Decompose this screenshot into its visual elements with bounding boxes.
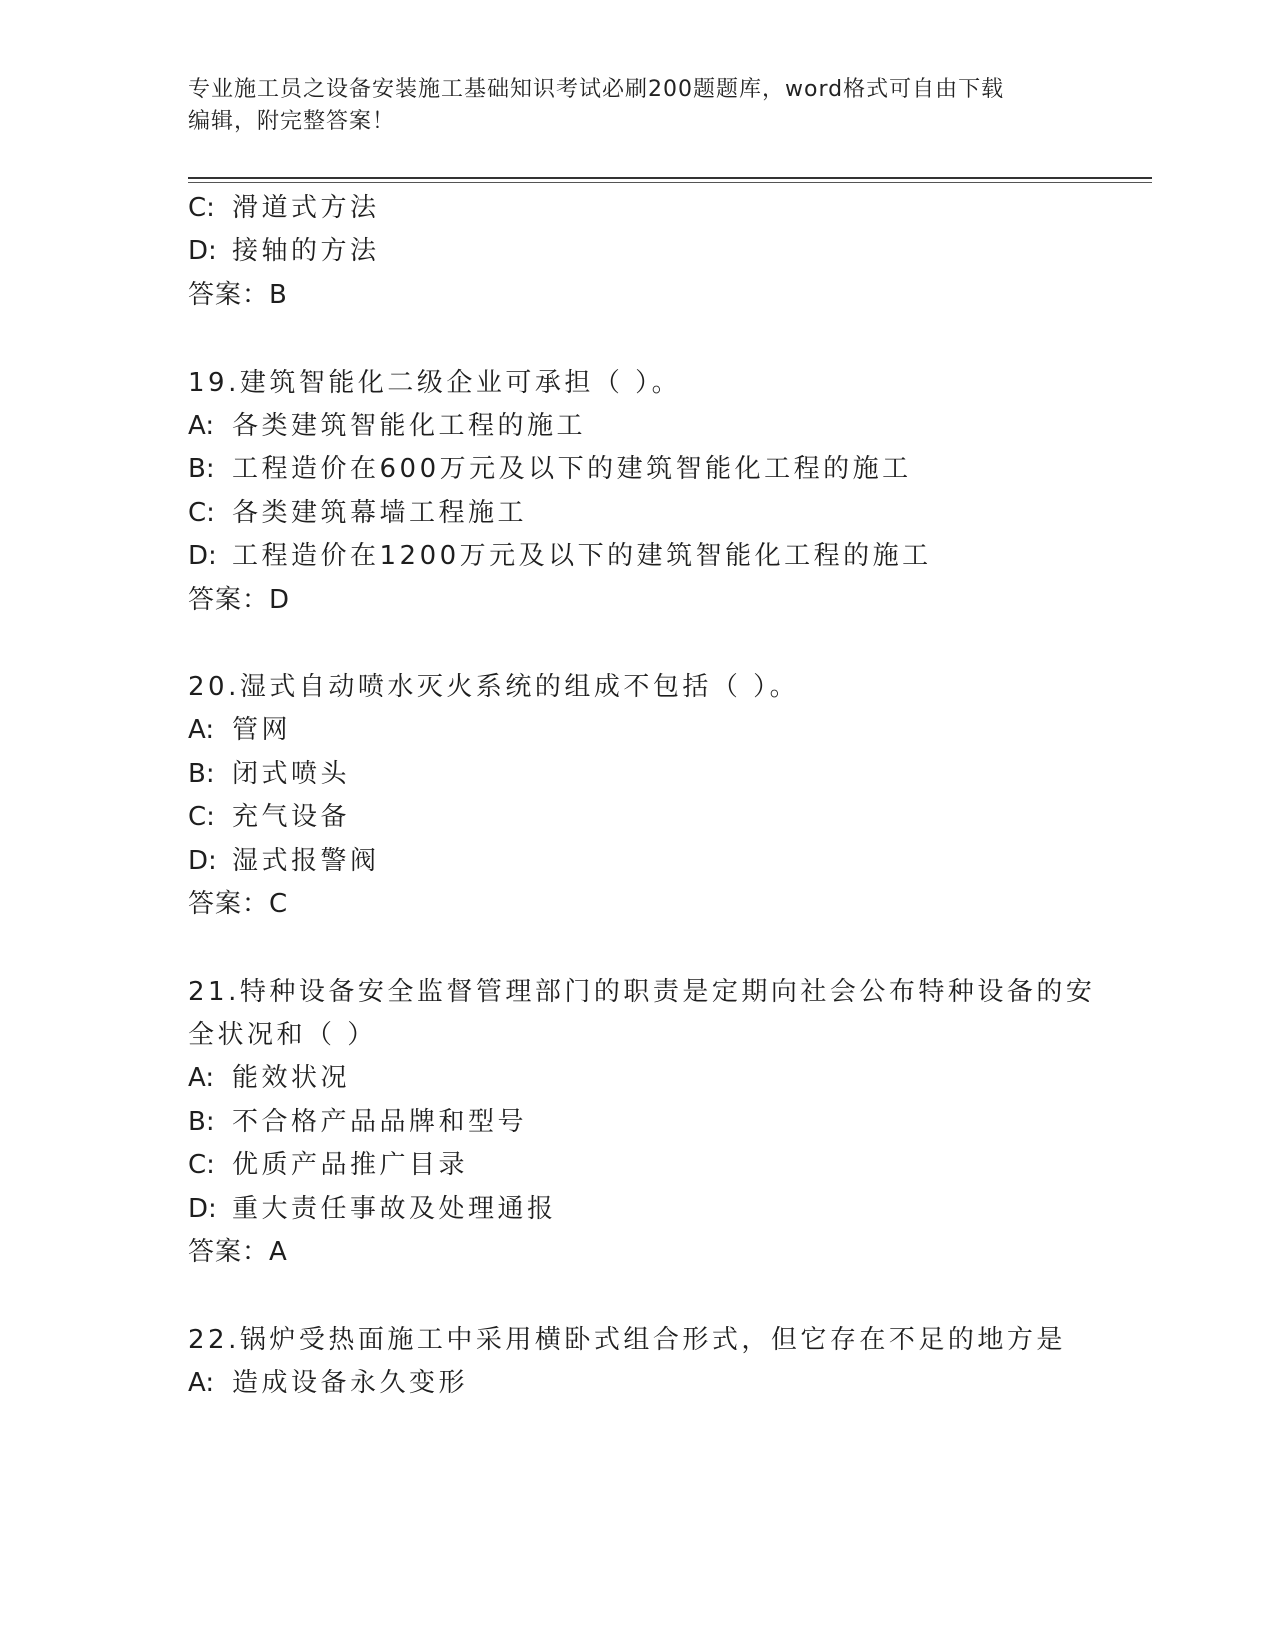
option-b — [188, 1105, 527, 1139]
option-letter: C: — [188, 498, 215, 528]
option-a — [188, 1061, 350, 1095]
option-text: 工程造价在1200万元及以下的建筑智能化工程的施工 — [232, 541, 932, 571]
option-c — [188, 191, 380, 225]
option-text: 各类建筑智能化工程的施工 — [232, 411, 587, 441]
question-stem: 20.湿式自动喷水灭火系统的组成不包括（ ）。 — [188, 672, 800, 702]
option-letter: A: — [188, 1063, 215, 1093]
option-letter: C: — [188, 193, 215, 223]
option-a — [188, 713, 291, 747]
option-text: 工程造价在600万元及以下的建筑智能化工程的施工 — [232, 454, 912, 484]
option-text: 闭式喷头 — [232, 759, 351, 789]
option-text: 滑道式方法 — [232, 193, 380, 223]
option-a — [188, 409, 586, 443]
option-text: 优质产品推广目录 — [232, 1150, 469, 1180]
option-text: 重大责任事故及处理通报 — [232, 1194, 557, 1224]
option-letter: B: — [188, 454, 215, 484]
option-text: 管网 — [232, 715, 292, 745]
option-letter: C: — [188, 802, 215, 832]
option-d — [188, 234, 380, 268]
option-letter: A: — [188, 411, 215, 441]
question-stem-continued: 全状况和（ ） — [188, 1020, 377, 1050]
answer-line: 答案：A — [188, 1237, 288, 1267]
option-b — [188, 757, 350, 791]
option-letter: B: — [188, 759, 215, 789]
answer-line: 答案：B — [188, 280, 288, 310]
header-title-line2: 编辑，附完整答案！ — [188, 109, 396, 134]
option-d — [188, 539, 932, 573]
header-divider-thin — [188, 182, 1152, 183]
option-letter: C: — [188, 1150, 215, 1180]
option-d — [188, 844, 380, 878]
option-b — [188, 452, 912, 486]
option-d — [188, 1192, 557, 1226]
option-letter: D: — [188, 846, 217, 876]
option-text: 各类建筑幕墙工程施工 — [232, 498, 528, 528]
option-text: 不合格产品品牌和型号 — [232, 1107, 528, 1137]
option-c — [188, 800, 350, 834]
option-a — [188, 1366, 468, 1400]
question-stem: 21.特种设备安全监督管理部门的职责是定期向社会公布特种设备的安 — [188, 977, 1096, 1007]
answer-line: 答案：C — [188, 889, 289, 919]
option-text: 湿式报警阀 — [232, 846, 380, 876]
option-text: 能效状况 — [232, 1063, 351, 1093]
option-letter: D: — [188, 1194, 217, 1224]
option-c — [188, 496, 527, 530]
document-header — [188, 74, 1068, 138]
header-divider-thick — [188, 177, 1152, 179]
header-title-line1: 专业施工员之设备安装施工基础知识考试必刷200题题库，word格式可自由下载 — [188, 77, 1005, 102]
question-stem: 22.锅炉受热面施工中采用横卧式组合形式，但它存在不足的地方是 — [188, 1325, 1066, 1355]
option-letter: D: — [188, 236, 217, 266]
option-text: 造成设备永久变形 — [232, 1368, 469, 1398]
option-letter: A: — [188, 1368, 215, 1398]
option-letter: D: — [188, 541, 217, 571]
option-text: 充气设备 — [232, 802, 351, 832]
answer-line: 答案：D — [188, 585, 291, 615]
option-c — [188, 1148, 468, 1182]
option-text: 接轴的方法 — [232, 236, 380, 266]
option-letter: A: — [188, 715, 215, 745]
option-letter: B: — [188, 1107, 215, 1137]
question-stem: 19.建筑智能化二级企业可承担（ ）。 — [188, 368, 682, 398]
